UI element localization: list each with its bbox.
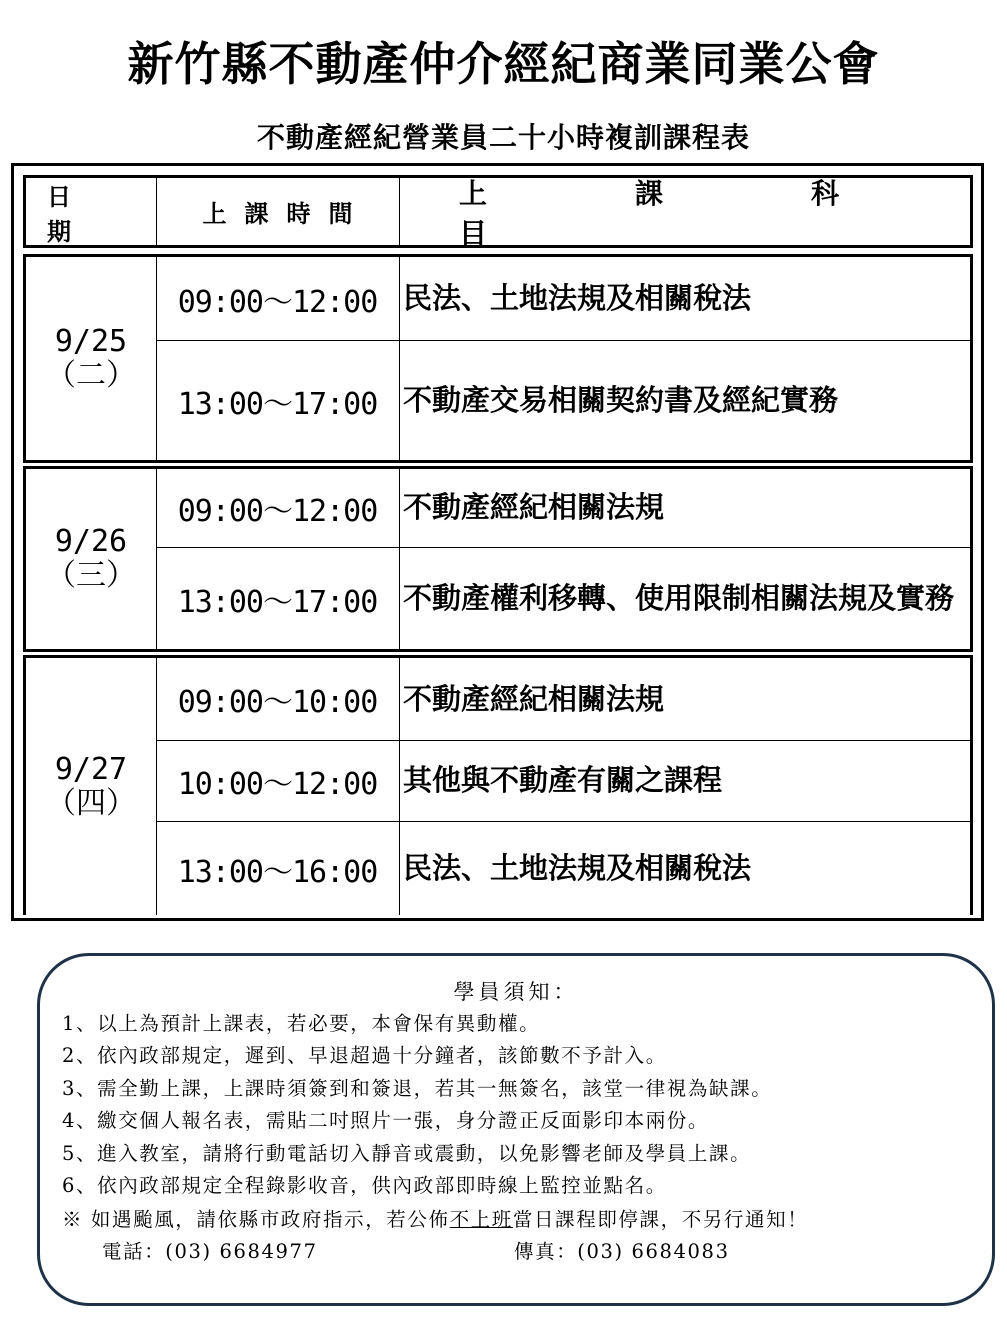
date-value: 9/25 — [54, 323, 128, 359]
session-time: 09:00～12:00 — [177, 284, 378, 320]
notice-item: 3、需全勤上課，上課時須簽到和簽退，若其一無簽名，該堂一律視為缺課。 — [62, 1077, 773, 1100]
session-subject: 不動產交易相關契約書及經紀實務 — [403, 383, 839, 417]
session-subject: 民法、土地法規及相關稅法 — [403, 281, 752, 315]
typhoon-notice-suffix: 當日課程即停課，不另行通知！ — [512, 1208, 809, 1231]
column-divider — [399, 178, 400, 245]
notice-title: 學員須知： — [453, 980, 579, 1004]
contact-phone: 電話：(03) 6684977 — [102, 1240, 318, 1263]
column-header-date: 日 期 — [47, 182, 175, 246]
typhoon-notice — [62, 1204, 808, 1232]
course-schedule-table — [11, 163, 988, 921]
session-time: 13:00～16:00 — [177, 854, 378, 890]
date-cell — [26, 469, 156, 649]
column-header-time: 上課時間 — [202, 200, 371, 228]
table-header-row — [23, 175, 988, 250]
schedule-group-0925 — [23, 254, 973, 463]
contact-fax: 傳真：(03) 6684083 — [514, 1240, 730, 1263]
student-notice-box — [37, 953, 995, 1306]
date-value: 9/27 — [54, 751, 128, 787]
column-header-subject: 上 課 科 目 — [459, 176, 988, 250]
page-title: 新竹縣不動產仲介經紀商業同業公會 — [127, 37, 880, 91]
notice-item: 6、依內政部規定全程錄影收音，供內政部即時線上監控並點名。 — [62, 1174, 667, 1197]
session-subject: 其他與不動產有關之課程 — [403, 763, 723, 797]
notice-item: 2、依內政部規定，遲到、早退超過十分鐘者，該節數不予計入。 — [62, 1044, 667, 1067]
notice-item: 1、以上為預計上課表，若必要，本會保有異動權。 — [62, 1012, 541, 1035]
column-divider — [156, 178, 157, 245]
session-time: 13:00～17:00 — [177, 584, 378, 620]
date-value: 9/26 — [54, 524, 128, 559]
typhoon-notice-emphasis: 不上班 — [449, 1208, 513, 1231]
session-subject: 不動產經紀相關法規 — [403, 490, 665, 524]
weekday-value: （二） — [46, 357, 136, 393]
weekday-value: （三） — [46, 558, 136, 593]
session-subject: 不動產經紀相關法規 — [403, 681, 665, 716]
session-time: 13:00～17:00 — [177, 386, 378, 422]
weekday-value: （四） — [46, 785, 136, 821]
date-cell — [26, 257, 156, 460]
session-time: 09:00～12:00 — [177, 493, 378, 529]
typhoon-notice-prefix: ※ 如遇颱風，請依縣市政府指示，若公佈 — [62, 1208, 450, 1231]
schedule-group-0927 — [23, 655, 973, 915]
session-subject: 不動產權利移轉、使用限制相關法規及實務 — [403, 581, 955, 615]
session-time: 10:00～12:00 — [177, 766, 378, 802]
notice-item: 4、繳交個人報名表，需貼二吋照片一張，身分證正反面影印本兩份。 — [62, 1109, 710, 1132]
session-time: 09:00～10:00 — [177, 685, 378, 720]
date-cell — [26, 658, 156, 915]
session-subject: 民法、土地法規及相關稅法 — [403, 851, 752, 885]
page-subtitle: 不動產經紀營業員二十小時複訓課程表 — [256, 121, 750, 154]
notice-item: 5、進入教室，請將行動電話切入靜音或震動，以免影響老師及學員上課。 — [62, 1142, 752, 1165]
schedule-group-0926 — [23, 466, 973, 652]
